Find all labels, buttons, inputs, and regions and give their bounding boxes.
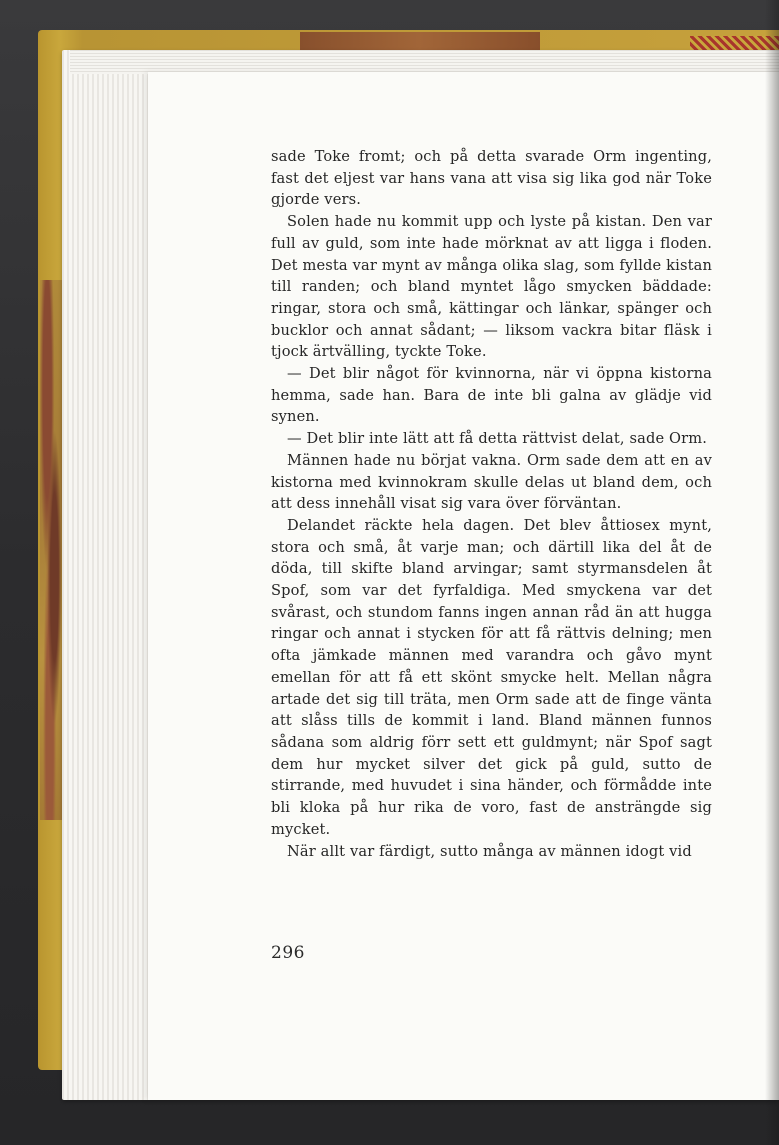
marbled-endpaper [40,280,64,820]
paragraph: — Det blir något för kvinnorna, när vi öppna kistorna hemma, sade han. Bara de inte bli galna av glädje vid synen. [271,365,712,426]
page-text [271,146,712,862]
page-number: 296 [271,943,305,963]
scan-edge-shadow [765,0,779,1145]
paragraph: Solen hade nu kommit upp och lyste på kistan. Den var full av guld, som inte hade mörknat av att ligga i floden. Det mesta var mynt av många olika slag, som fyllde kistan till randen; och bland myntet lågo smycken bäddade: ringar, stora och små, kättingar och länkar, spänger och bucklor och annat sådant; — liksom vackra bitar fläsk i tjock ärtvälling, tyckte Toke. [271,213,712,361]
paragraph: Delandet räckte hela dagen. Det blev åttiosex mynt, stora och små, åt varje man; och därtill lika del åt de döda, till skifte bland arvingar; samt styrmansdelen åt Spof, som var det fyrfaldiga. Med smyckena var det svårast, och stundom fanns ingen annan råd än att hugga ringar och annat i stycken för att få rättvis delning; men ofta jämkade männen med varandra och gåvo mynt emellan för att få ett skönt smycke helt. Mellan några artade det sig till träta, men Orm sade att de finge vänta att slåss tills de kommit i land. Bland männen funnos sådana som aldrig förr sett ett guldmynt; när Spof sagt dem hur mycket silver det gick på guld, sutto de stirrande, med huvudet i sina händer, och förmådde inte bli kloka på hur rika de voro, fast de ansträngde sig mycket. [271,516,712,838]
paragraph: Männen hade nu börjat vakna. Orm sade dem att en av kistorna med kvinnokram skulle delas ut bland dem, och att dess innehåll visat sig vara över förväntan. [271,451,712,513]
paragraph: sade Toke fromt; och på detta svarade Orm ingenting, fast det eljest var hans vana att visa sig lika god när Toke gjorde vers. [271,148,712,209]
paragraph: När allt var färdigt, sutto många av männen idogt vid [287,842,692,860]
paragraph: — Det blir inte lätt att få detta rättvist delat, sade Orm. [287,430,708,448]
page-block-top [70,50,779,74]
cover-headband [300,32,540,52]
